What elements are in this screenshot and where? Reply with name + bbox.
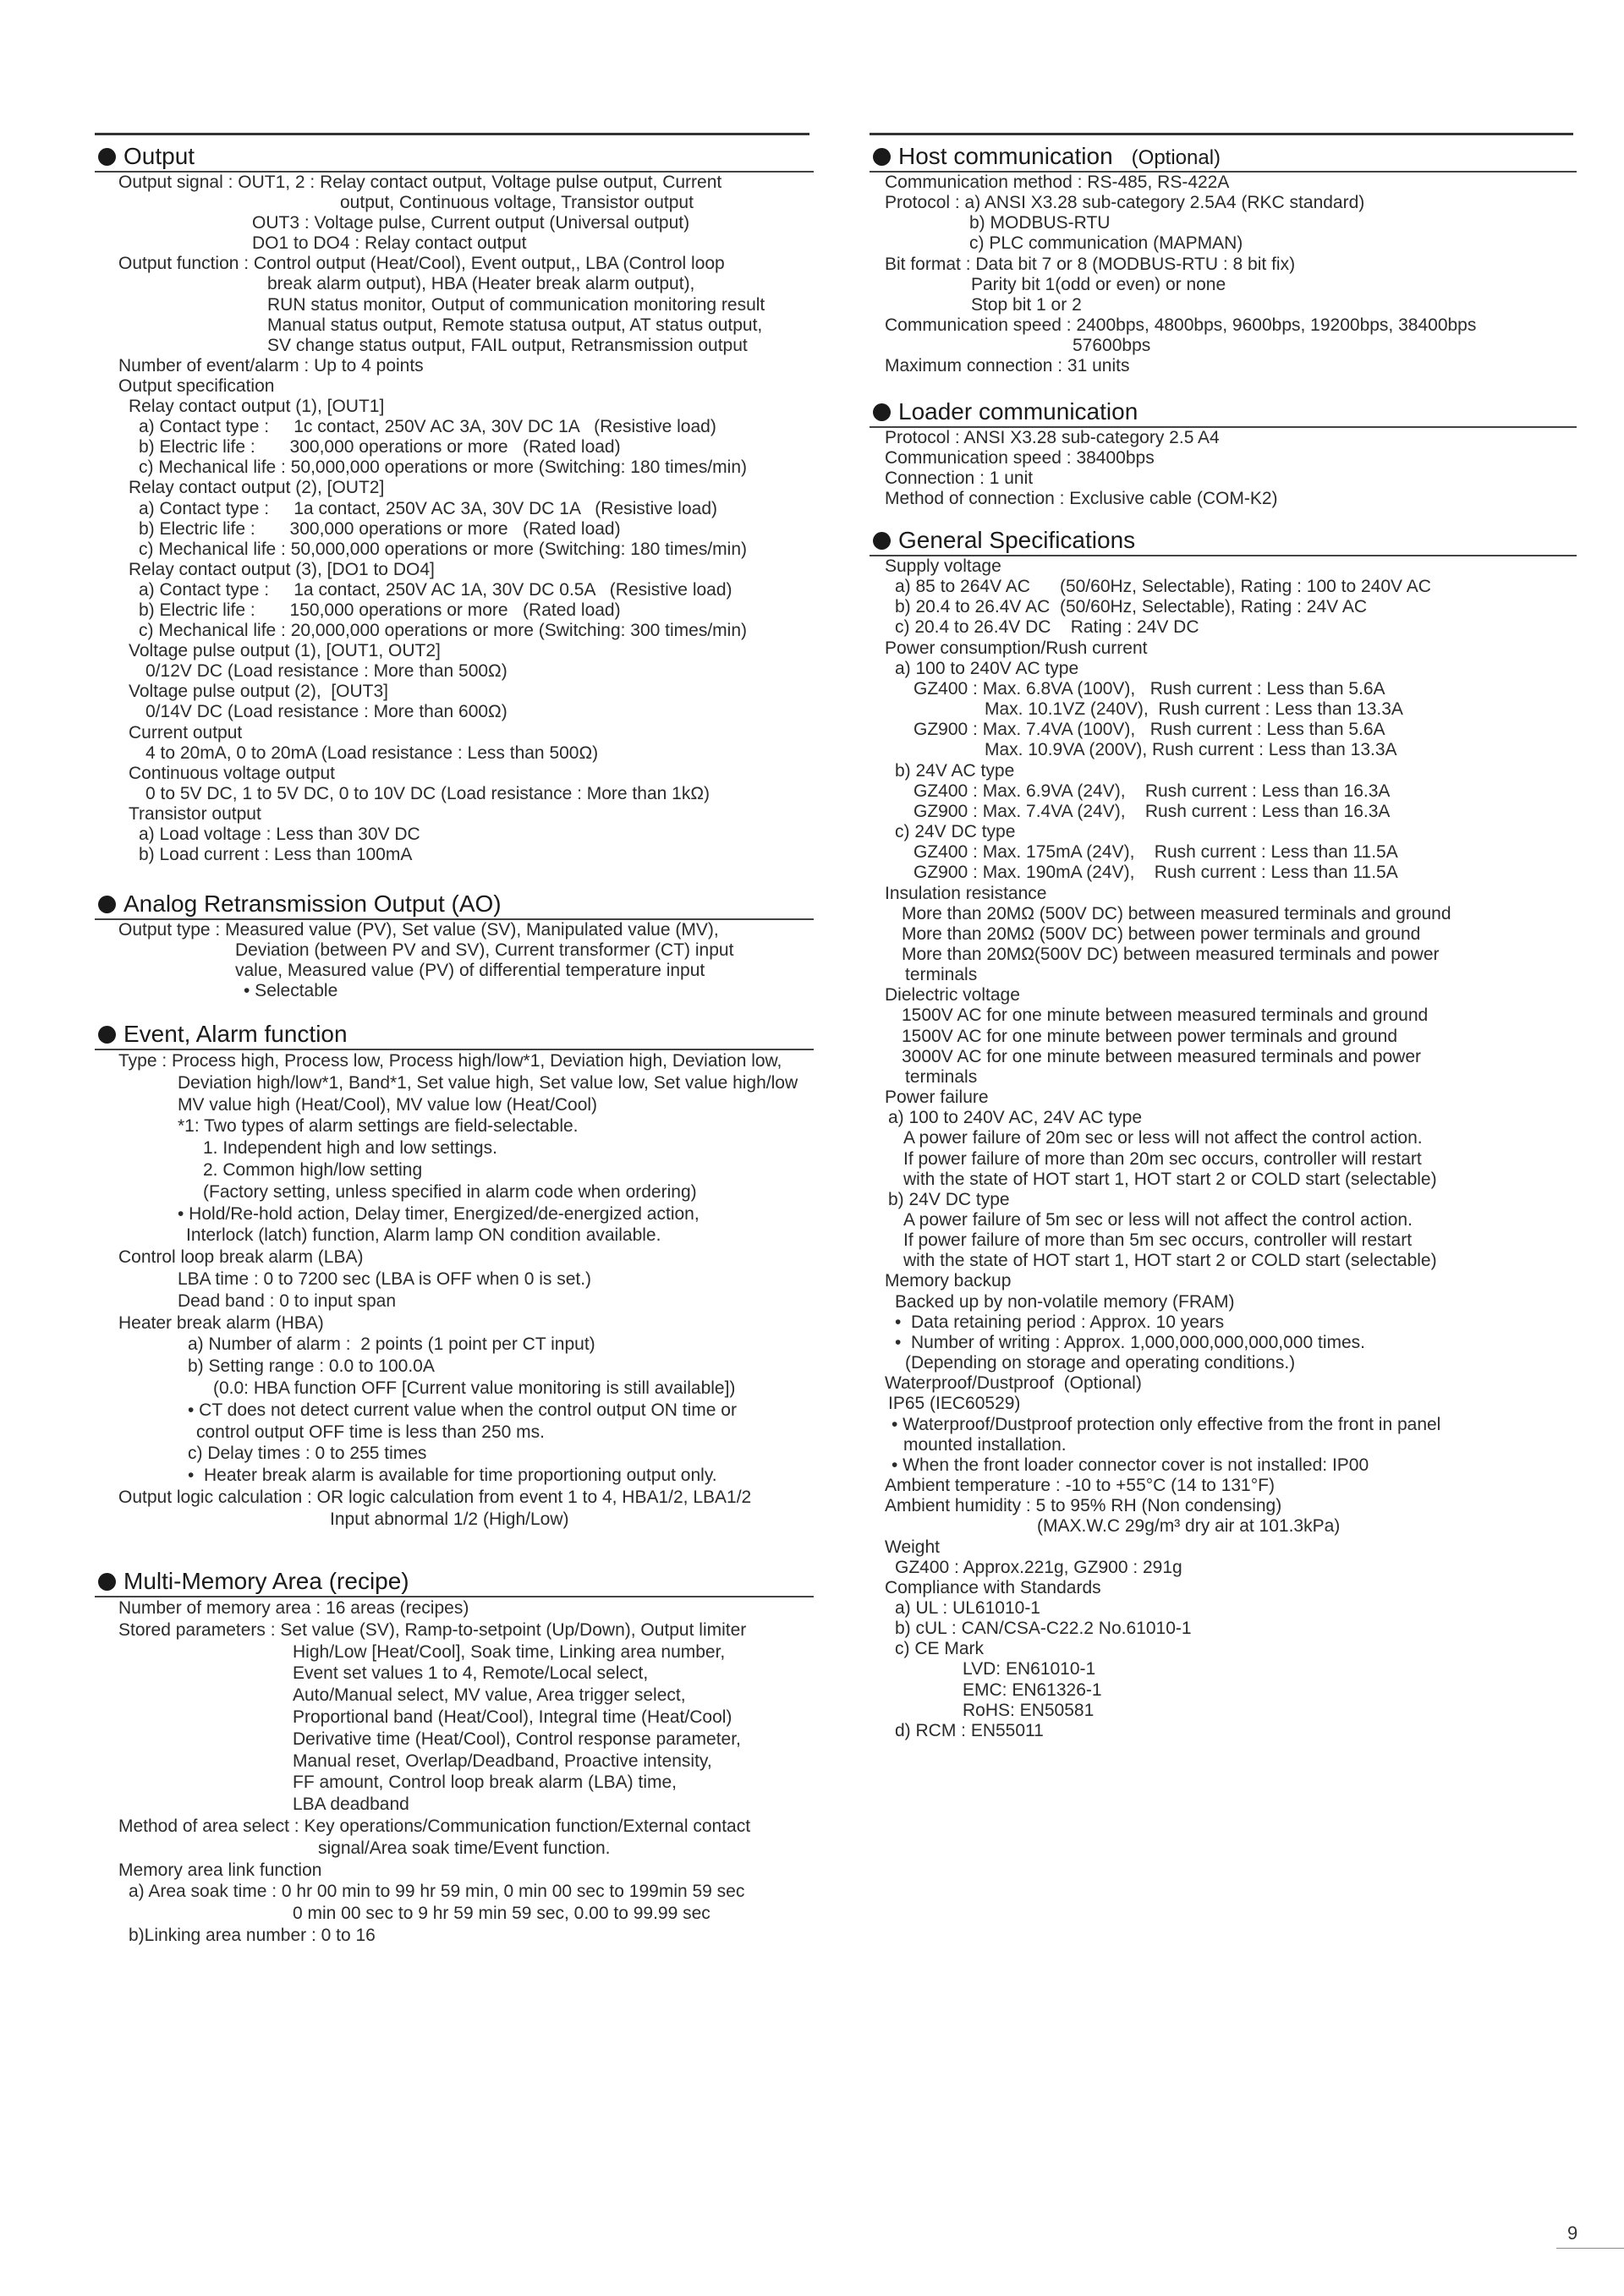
spec-line: GZ400 : Approx.221g, GZ900 : 291g <box>895 1557 1182 1577</box>
spec-lines <box>95 1597 814 1947</box>
bullet-icon <box>873 148 891 166</box>
spec-line: Communication speed : 38400bps <box>885 448 1155 469</box>
page-number: 9 <box>1567 2222 1578 2244</box>
spec-line: Dead band : 0 to input span <box>178 1290 397 1311</box>
section-title-text: Host communication <box>898 143 1113 169</box>
spec-line: Voltage pulse output (1), [OUT1, OUT2] <box>129 641 441 661</box>
section-header <box>95 1569 814 1597</box>
optional-label: (Optional) <box>1131 146 1221 169</box>
spec-line: Supply voltage <box>885 556 1001 576</box>
spec-line: Auto/Manual select, MV value, Area trigger select, <box>293 1685 686 1706</box>
spec-line: output, Continuous voltage, Transistor output <box>340 193 694 213</box>
spec-line: • Hold/Re-hold action, Delay timer, Energized/de-energized action, <box>178 1203 700 1224</box>
spec-line: A power failure of 5m sec or less will not affect the control action. <box>903 1210 1413 1230</box>
spec-line: Control loop break alarm (LBA) <box>118 1247 364 1268</box>
spec-line: If power failure of more than 20m sec occurs, controller will restart <box>903 1148 1422 1169</box>
section-title <box>123 1021 348 1048</box>
section-title <box>898 527 1135 554</box>
section-header <box>95 891 814 920</box>
spec-line: Continuous voltage output <box>129 763 336 783</box>
spec-line: c) Mechanical life : 50,000,000 operations or more (Switching: 180 times/min) <box>139 458 748 478</box>
spec-line: Input abnormal 1/2 (High/Low) <box>330 1509 569 1529</box>
spec-line: Output logic calculation : OR logic calculation from event 1 to 4, HBA1/2, LBA1/2 <box>118 1487 752 1507</box>
spec-line: Bit format : Data bit 7 or 8 (MODBUS-RTU : 8 bit fix) <box>885 254 1296 274</box>
spec-line: c) Mechanical life : 20,000,000 operations or more (Switching: 300 times/min) <box>139 621 748 641</box>
section-title-text: General Specifications <box>898 527 1136 553</box>
spec-lines <box>870 556 1577 1741</box>
spec-lines <box>95 173 814 865</box>
spec-line: 4 to 20mA, 0 to 20mA (Load resistance : Less than 500Ω) <box>145 743 599 763</box>
section-analog-retransmission <box>95 891 814 1001</box>
spec-line: • Selectable <box>244 981 338 1001</box>
spec-line: 1500V AC for one minute between measured terminals and ground <box>902 1006 1429 1026</box>
spec-line: Output specification <box>118 375 275 396</box>
spec-line: signal/Area soak time/Event function. <box>318 1838 611 1858</box>
spec-line: b)Linking area number : 0 to 16 <box>129 1925 376 1945</box>
section-multi-memory <box>95 1569 814 1947</box>
spec-line: c) Mechanical life : 50,000,000 operations or more (Switching: 180 times/min) <box>139 539 748 559</box>
bullet-icon <box>873 532 891 550</box>
spec-line: terminals <box>905 965 978 985</box>
spec-line: Connection : 1 unit <box>885 469 1034 489</box>
spec-line: terminals <box>905 1066 978 1087</box>
spec-line: value, Measured value (PV) of differential temperature input <box>235 961 705 981</box>
spec-line: b) 24V AC type <box>895 760 1015 781</box>
spec-line: b) Electric life : 300,000 operations or more (Rated load) <box>139 437 621 458</box>
spec-line: a) Number of alarm : 2 points (1 point per CT input) <box>188 1334 595 1355</box>
spec-line: Transistor output <box>129 803 261 824</box>
spec-line: with the state of HOT start 1, HOT start 2 or COLD start (selectable) <box>903 1169 1437 1189</box>
spec-line: Voltage pulse output (2), [OUT3] <box>129 682 389 702</box>
spec-line: (Factory setting, unless specified in alarm code when ordering) <box>203 1181 697 1202</box>
spec-line: a) 100 to 240V AC, 24V AC type <box>888 1108 1143 1128</box>
spec-line: • Heater break alarm is available for time proportioning output only. <box>188 1466 717 1486</box>
spec-line: RoHS: EN50581 <box>963 1700 1095 1720</box>
spec-line: Stored parameters : Set value (SV), Ramp-to-setpoint (Up/Down), Output limiter <box>118 1619 747 1640</box>
section-title-text: Event, Alarm function <box>123 1021 348 1047</box>
spec-line: Communication method : RS-485, RS-422A <box>885 173 1230 192</box>
spec-line: a) Contact type : 1a contact, 250V AC 3A, 30V DC 1A (Resistive load) <box>139 498 718 518</box>
spec-line: FF amount, Control loop break alarm (LBA) time, <box>293 1773 678 1793</box>
spec-line: Memory area link function <box>118 1860 322 1880</box>
section-header <box>870 399 1577 428</box>
section-title <box>123 1568 409 1595</box>
section-header <box>95 1022 814 1050</box>
spec-line: c) Delay times : 0 to 255 times <box>188 1444 427 1464</box>
spec-line: Manual status output, Remote statusa output, AT status output, <box>267 315 763 335</box>
spec-line: Communication speed : 2400bps, 4800bps, 9600bps, 19200bps, 38400bps <box>885 315 1477 336</box>
spec-line: a) Area soak time : 0 hr 00 min to 99 hr 59 min, 0 min 00 sec to 199min 59 sec <box>129 1882 745 1902</box>
spec-line: DO1 to DO4 : Relay contact output <box>252 233 527 254</box>
spec-line: SV change status output, FAIL output, Retransmission output <box>267 335 748 355</box>
section-header <box>870 144 1577 173</box>
spec-line: (MAX.W.C 29g/m³ dry air at 101.3kPa) <box>1037 1516 1341 1537</box>
spec-line: Proportional band (Heat/Cool), Integral time (Heat/Cool) <box>293 1707 732 1727</box>
spec-line: EMC: EN61326-1 <box>963 1680 1102 1700</box>
spec-line: GZ900 : Max. 190mA (24V), Rush current : Less than 11.5A <box>914 863 1398 883</box>
spec-line: Relay contact output (3), [DO1 to DO4] <box>129 559 435 579</box>
spec-line: (0.0: HBA function OFF [Current value monitoring is still available]) <box>213 1378 736 1398</box>
spec-line: LBA deadband <box>293 1795 409 1815</box>
section-general-specifications <box>870 528 1577 1741</box>
spec-line: 0/14V DC (Load resistance : More than 600Ω) <box>145 702 508 722</box>
bullet-icon <box>98 896 116 913</box>
spec-line: Relay contact output (1), [OUT1] <box>129 397 385 417</box>
spec-line: (Depending on storage and operating conditions.) <box>905 1353 1296 1373</box>
section-header <box>870 528 1577 556</box>
spec-line: GZ400 : Max. 6.9VA (24V), Rush current : Less than 16.3A <box>914 781 1391 801</box>
section-output <box>95 144 814 865</box>
spec-line: Max. 10.1VZ (240V), Rush current : Less than 13.3A <box>985 699 1403 720</box>
section-title-text: Output <box>123 143 195 169</box>
spec-line: a) 85 to 264V AC (50/60Hz, Selectable), Rating : 100 to 240V AC <box>895 577 1431 597</box>
spec-line: Insulation resistance <box>885 883 1047 903</box>
spec-line: b) Load current : Less than 100mA <box>139 845 413 865</box>
spec-line: Ambient humidity : 5 to 95% RH (Non condensing) <box>885 1496 1282 1516</box>
section-title-text: Analog Retransmission Output (AO) <box>123 890 502 917</box>
spec-line: Method of connection : Exclusive cable (COM-K2) <box>885 489 1278 509</box>
spec-line: 1500V AC for one minute between power terminals and ground <box>902 1026 1398 1046</box>
spec-line: Parity bit 1(odd or even) or none <box>971 274 1226 294</box>
spec-line: High/Low [Heat/Cool], Soak time, Linking area number, <box>293 1641 726 1662</box>
spec-line: Output function : Control output (Heat/Cool), Event output,, LBA (Control loop <box>118 254 725 274</box>
spec-line: Relay contact output (2), [OUT2] <box>129 478 385 498</box>
spec-line: • Waterproof/Dustproof protection only effective from the front in panel <box>892 1414 1441 1434</box>
section-title <box>123 890 502 918</box>
spec-line: a) Contact type : 1a contact, 250V AC 1A, 30V DC 0.5A (Resistive load) <box>139 579 732 600</box>
section-title <box>123 143 195 170</box>
right-top-rule <box>870 133 1573 135</box>
spec-line: Output signal : OUT1, 2 : Relay contact output, Voltage pulse output, Current <box>118 173 722 192</box>
spec-line: c) 20.4 to 26.4V DC Rating : 24V DC <box>895 617 1199 638</box>
section-title <box>898 143 1221 170</box>
spec-line: A power failure of 20m sec or less will not affect the control action. <box>903 1128 1423 1148</box>
spec-line: b) Setting range : 0.0 to 100.0A <box>188 1356 435 1377</box>
spec-line: Memory backup <box>885 1271 1012 1291</box>
spec-line: Max. 10.9VA (200V), Rush current : Less than 13.3A <box>985 740 1397 760</box>
spec-line: *1: Two types of alarm settings are field-selectable. <box>178 1116 579 1137</box>
spec-line: Number of event/alarm : Up to 4 points <box>118 355 424 375</box>
spec-line: Waterproof/Dustproof (Optional) <box>885 1373 1142 1394</box>
spec-lines <box>870 173 1577 377</box>
spec-line: Deviation high/low*1, Band*1, Set value high, Set value low, Set value high/low <box>178 1072 798 1093</box>
spec-lines <box>95 920 814 1001</box>
spec-line: b) cUL : CAN/CSA-C22.2 No.61010-1 <box>895 1619 1192 1639</box>
spec-line: Maximum connection : 31 units <box>885 356 1130 376</box>
spec-line: 0 to 5V DC, 1 to 5V DC, 0 to 10V DC (Load resistance : More than 1kΩ) <box>145 783 710 803</box>
section-loader-communication <box>870 399 1577 510</box>
spec-line: control output OFF time is less than 250 ms. <box>196 1422 546 1442</box>
spec-line: Compliance with Standards <box>885 1577 1101 1597</box>
spec-line: Manual reset, Overlap/Deadband, Proactive intensity, <box>293 1751 712 1771</box>
spec-line: • CT does not detect current value when the control output ON time or <box>188 1400 737 1420</box>
spec-line: More than 20MΩ (500V DC) between measured terminals and ground <box>902 903 1451 923</box>
section-host-communication <box>870 144 1577 377</box>
spec-line: b) 20.4 to 26.4V AC (50/60Hz, Selectable), Rating : 24V AC <box>895 597 1367 617</box>
spec-lines <box>870 428 1577 510</box>
spec-line: Protocol : ANSI X3.28 sub-category 2.5 A4 <box>885 428 1220 447</box>
spec-line: Stop bit 1 or 2 <box>971 294 1082 315</box>
spec-line: More than 20MΩ (500V DC) between power terminals and ground <box>902 923 1421 944</box>
spec-line: d) RCM : EN55011 <box>895 1720 1044 1740</box>
spec-line: GZ900 : Max. 7.4VA (100V), Rush current : Less than 5.6A <box>914 720 1385 740</box>
spec-line: LBA time : 0 to 7200 sec (LBA is OFF when 0 is set.) <box>178 1269 592 1289</box>
spec-line: 2. Common high/low setting <box>203 1159 423 1180</box>
spec-line: Event set values 1 to 4, Remote/Local select, <box>293 1663 649 1684</box>
spec-line: b) 24V DC type <box>888 1189 1010 1209</box>
spec-line: Type : Process high, Process low, Process high/low*1, Deviation high, Deviation low, <box>118 1051 782 1071</box>
section-title-text: Loader communication <box>898 398 1138 425</box>
spec-line: a) Load voltage : Less than 30V DC <box>139 825 420 844</box>
spec-line: • Data retaining period : Approx. 10 years <box>895 1312 1225 1332</box>
spec-line: b) Electric life : 300,000 operations or more (Rated load) <box>139 518 621 539</box>
spec-line: Ambient temperature : -10 to +55°C (14 to 131°F) <box>885 1476 1275 1496</box>
spec-line: c) 24V DC type <box>895 822 1016 842</box>
spec-line: IP65 (IEC60529) <box>888 1394 1021 1414</box>
spec-line: with the state of HOT start 1, HOT start 2 or COLD start (selectable) <box>903 1251 1437 1271</box>
spec-line: • When the front loader connector cover is not installed: IP00 <box>892 1455 1369 1475</box>
spec-line: If power failure of more than 5m sec occurs, controller will restart <box>903 1230 1413 1251</box>
bullet-icon <box>98 1026 116 1044</box>
spec-line: RUN status monitor, Output of communication monitoring result <box>267 294 765 315</box>
spec-line: Deviation (between PV and SV), Current transformer (CT) input <box>235 940 734 961</box>
spec-line: a) 100 to 240V AC type <box>895 658 1079 678</box>
spec-line: Power consumption/Rush current <box>885 638 1148 658</box>
spec-line: 1. Independent high and low settings. <box>203 1138 497 1159</box>
spec-line: GZ400 : Max. 175mA (24V), Rush current : Less than 11.5A <box>914 842 1398 863</box>
spec-line: Current output <box>129 722 243 743</box>
spec-line: Interlock (latch) function, Alarm lamp ON condition available. <box>186 1225 661 1246</box>
spec-line: Backed up by non-volatile memory (FRAM) <box>895 1291 1235 1312</box>
spec-line: Power failure <box>885 1088 989 1108</box>
spec-line: MV value high (Heat/Cool), MV value low (Heat/Cool) <box>178 1094 598 1115</box>
section-header <box>95 144 814 173</box>
section-event-alarm <box>95 1022 814 1531</box>
section-title <box>898 398 1138 425</box>
spec-line: OUT3 : Voltage pulse, Current output (Universal output) <box>252 213 690 233</box>
bullet-icon <box>98 1573 116 1591</box>
spec-line: b) Electric life : 150,000 operations or more (Rated load) <box>139 600 621 620</box>
spec-line: c) CE Mark <box>895 1639 984 1659</box>
bullet-icon <box>98 148 116 166</box>
spec-line: Derivative time (Heat/Cool), Control response parameter, <box>293 1729 741 1749</box>
spec-line: Heater break alarm (HBA) <box>118 1312 324 1333</box>
spec-line: LVD: EN61010-1 <box>963 1659 1096 1680</box>
spec-line: Weight <box>885 1537 940 1557</box>
spec-line: a) Contact type : 1c contact, 250V AC 3A, 30V DC 1A (Resistive load) <box>139 417 716 437</box>
spec-line: GZ400 : Max. 6.8VA (100V), Rush current : Less than 5.6A <box>914 678 1385 699</box>
spec-line: Method of area select : Key operations/Communication function/External contact <box>118 1816 751 1836</box>
spec-lines <box>95 1050 814 1531</box>
spec-line: • Number of writing : Approx. 1,000,000,000,000,000 times. <box>895 1332 1366 1352</box>
left-top-rule <box>95 133 809 135</box>
spec-line: 0 min 00 sec to 9 hr 59 min 59 sec, 0.00 to 99.99 sec <box>293 1904 710 1924</box>
bullet-icon <box>873 403 891 421</box>
spec-line: Dielectric voltage <box>885 985 1020 1006</box>
spec-line: GZ900 : Max. 7.4VA (24V), Rush current : Less than 16.3A <box>914 801 1391 821</box>
section-title-text: Multi-Memory Area (recipe) <box>123 1568 409 1594</box>
spec-line: More than 20MΩ(500V DC) between measured terminals and power <box>902 944 1440 964</box>
page-number-rule <box>1556 2248 1624 2249</box>
spec-line: break alarm output), HBA (Heater break alarm output), <box>267 274 695 294</box>
spec-line: 3000V AC for one minute between measured terminals and power <box>902 1046 1422 1066</box>
spec-line: b) MODBUS-RTU <box>969 213 1111 233</box>
spec-line: 0/12V DC (Load resistance : More than 500Ω) <box>145 661 508 682</box>
spec-line: Protocol : a) ANSI X3.28 sub-category 2.5A4 (RKC standard) <box>885 193 1365 213</box>
spec-line: 57600bps <box>1073 336 1151 356</box>
spec-line: mounted installation. <box>903 1434 1067 1455</box>
spec-line: c) PLC communication (MAPMAN) <box>969 233 1243 254</box>
spec-line: Output type : Measured value (PV), Set value (SV), Manipulated value (MV), <box>118 920 719 940</box>
spec-line: a) UL : UL61010-1 <box>895 1597 1040 1618</box>
spec-line: Number of memory area : 16 areas (recipes) <box>118 1598 469 1618</box>
